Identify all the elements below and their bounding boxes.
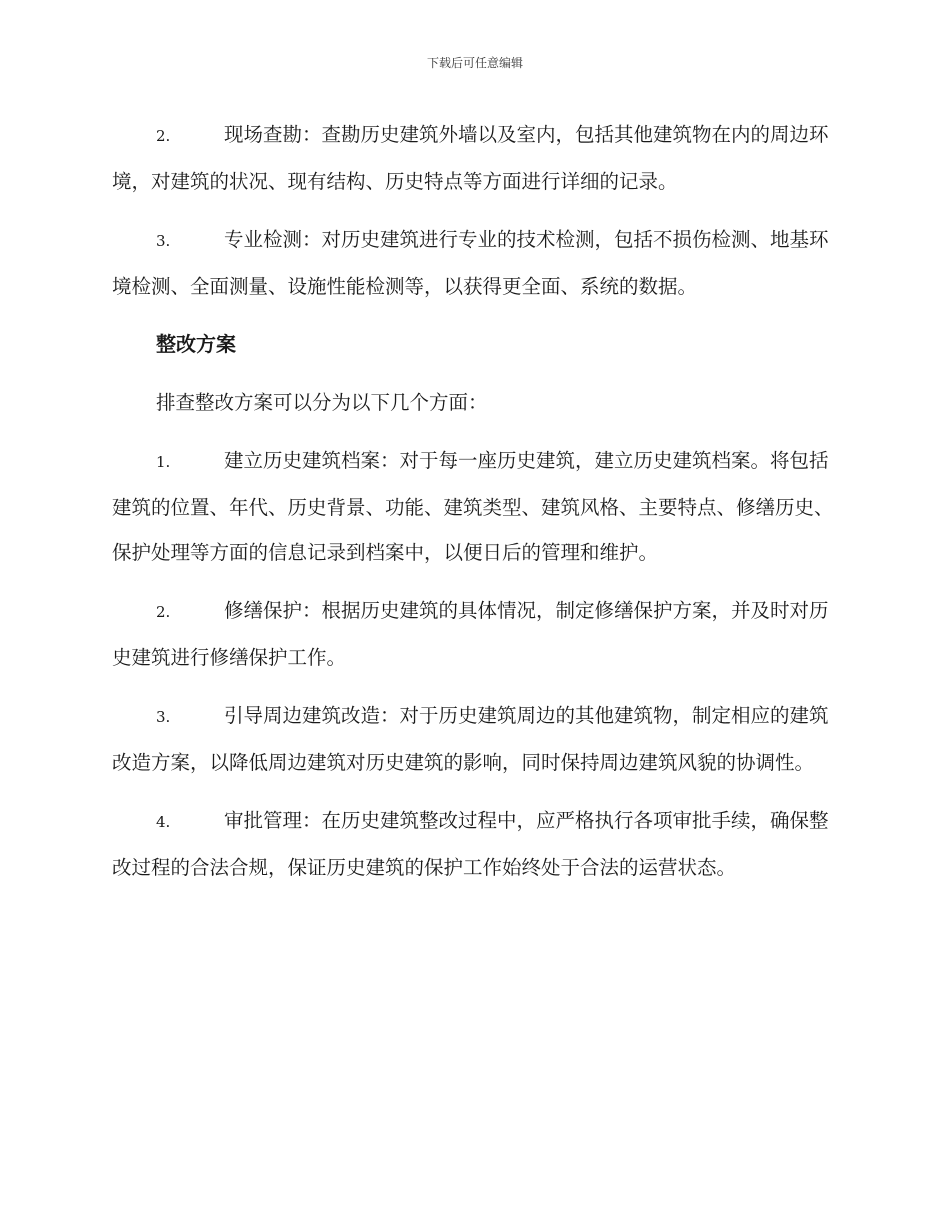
list-item-text: 专业检测：对历史建筑进行专业的技术检测，包括不损伤检测、地基环境检测、全面测量、设施性能检测等，以获得更全面、系统的数据。: [112, 228, 829, 298]
section-heading: 整改方案: [156, 332, 236, 356]
document-body: [112, 112, 834, 903]
list-item-number: 3.: [156, 232, 171, 250]
list-item: [112, 112, 834, 204]
list-item-number: 4.: [156, 813, 171, 831]
list-item-number: 2.: [156, 127, 171, 145]
list-item-text: 修缮保护：根据历史建筑的具体情况，制定修缮保护方案，并及时对历史建筑进行修缮保护工作。: [112, 599, 829, 669]
list-item-text: 引导周边建筑改造：对于历史建筑周边的其他建筑物，制定相应的建筑改造方案，以降低周边建筑对历史建筑的影响，同时保持周边建筑风貌的协调性。: [112, 704, 829, 774]
list-item: [112, 588, 834, 680]
list-item-number: 2.: [156, 603, 171, 621]
section-intro: 排查整改方案可以分为以下几个方面：: [156, 391, 488, 414]
list-item-text: 现场查勘：查勘历史建筑外墙以及室内，包括其他建筑物在内的周边环境，对建筑的状况、现有结构、历史特点等方面进行详细的记录。: [112, 123, 829, 193]
list-item-text: 建立历史建筑档案：对于每一座历史建筑，建立历史建筑档案。将包括建筑的位置、年代、历史背景、功能、建筑类型、建筑风格、主要特点、修缮历史、保护处理等方面的信息记录到档案中，以便日后的管理和维护。: [112, 449, 834, 564]
list-item: [112, 693, 834, 785]
list-item-text: 审批管理：在历史建筑整改过程中，应严格执行各项审批手续，确保整改过程的合法合规，保证历史建筑的保护工作始终处于合法的运营状态。: [112, 809, 829, 879]
page-header: 下载后可任意编辑: [426, 56, 523, 70]
list-item: [112, 798, 834, 890]
list-item: [112, 438, 834, 575]
list-item-number: 3.: [156, 708, 171, 726]
list-item: [112, 217, 834, 309]
list-item-number: 1.: [156, 453, 171, 471]
